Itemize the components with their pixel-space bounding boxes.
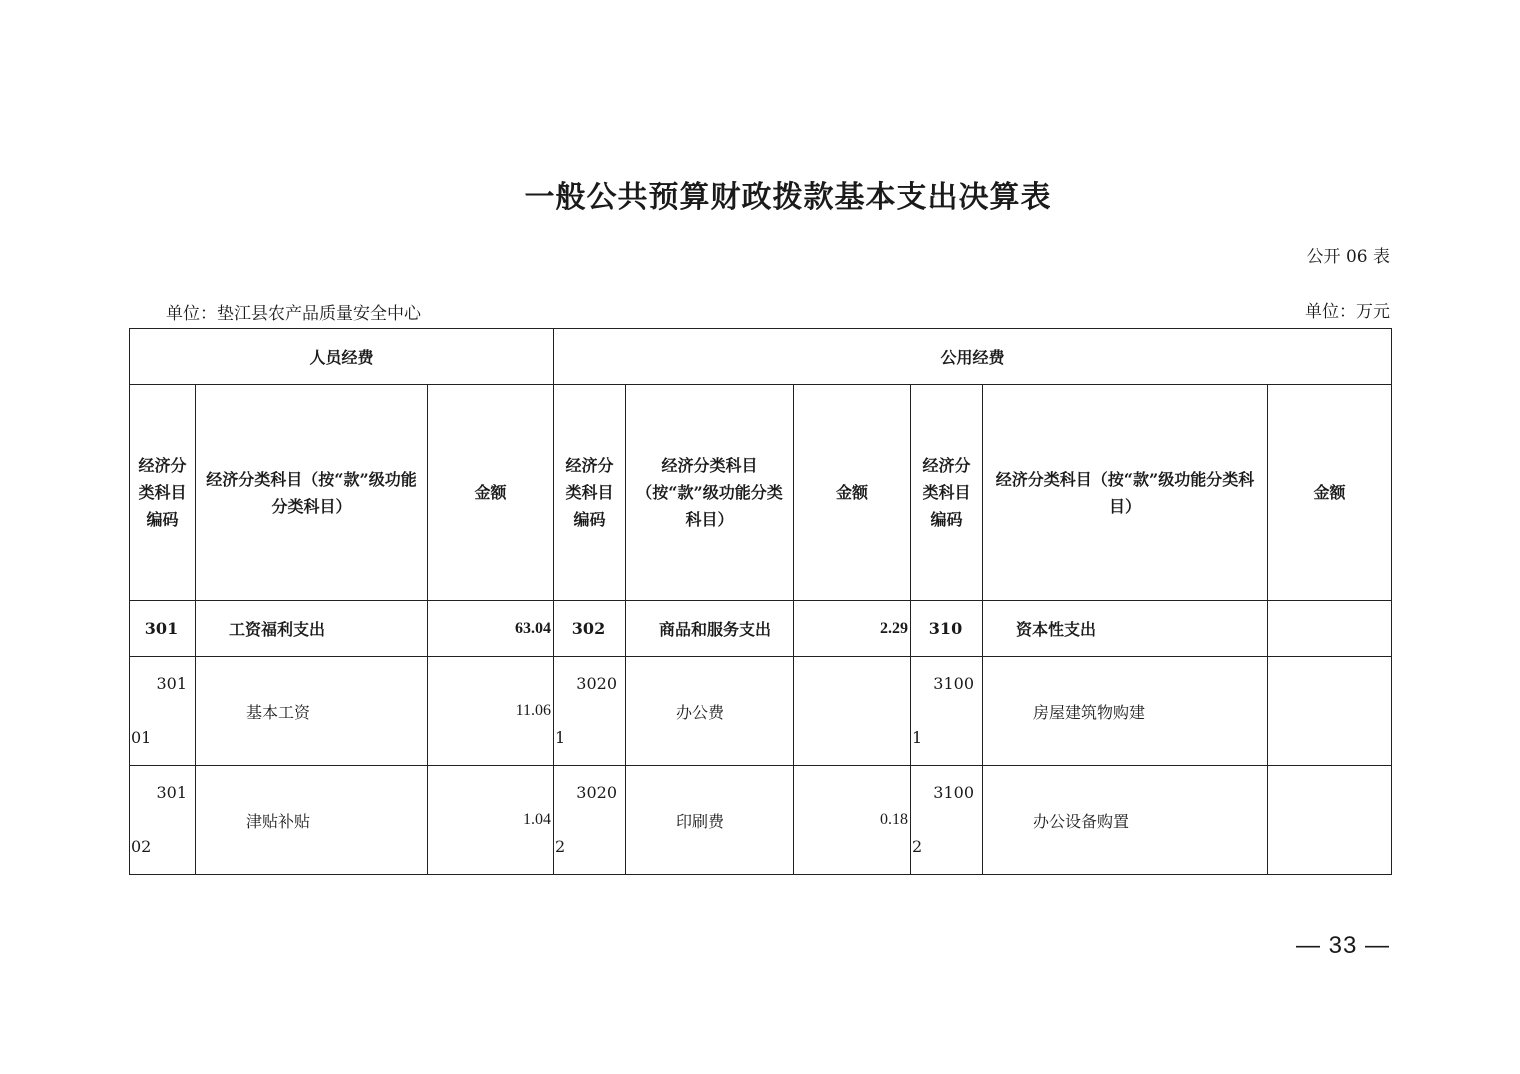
- public-group-header: 公用经费: [554, 329, 1392, 385]
- header-amount-3: 金额: [1268, 385, 1392, 601]
- item-code-3-bottom: 2: [912, 837, 923, 856]
- category-code-3: 310: [911, 601, 983, 657]
- category-name-1: 工资福利支出: [196, 601, 428, 657]
- item-amount-1: 11.06: [428, 657, 554, 766]
- item-code-2: [554, 657, 626, 766]
- item-code-2: [554, 766, 626, 875]
- item-code-2-top: 3020: [576, 674, 617, 693]
- item-code-2-bottom: 1: [555, 728, 566, 747]
- item-amount-2: [794, 657, 911, 766]
- column-header-row: [130, 385, 1392, 601]
- item-amount-3: [1268, 657, 1392, 766]
- item-code-1-top: 301: [156, 674, 187, 693]
- header-code-3: 经济分类科目编码: [911, 385, 983, 601]
- item-code-2-bottom: 2: [555, 837, 566, 856]
- document-title: 一般公共预算财政拨款基本支出决算表: [524, 180, 1052, 215]
- item-name-3: 办公设备购置: [983, 766, 1268, 875]
- item-code-3: [911, 657, 983, 766]
- group-header-row: [130, 329, 1392, 385]
- currency-unit: 单位：万元: [1305, 302, 1390, 322]
- budget-table: [129, 328, 1392, 875]
- category-amount-2: 2.29: [794, 601, 911, 657]
- item-name-2: 印刷费: [626, 766, 794, 875]
- header-code-1: 经济分类科目编码: [130, 385, 196, 601]
- item-code-1-top: 301: [156, 783, 187, 802]
- header-name-3: 经济分类科目（按“款”级功能分类科目）: [983, 385, 1268, 601]
- item-name-2: 办公费: [626, 657, 794, 766]
- category-amount-3: [1268, 601, 1392, 657]
- category-name-2: 商品和服务支出: [626, 601, 794, 657]
- organization-unit: 单位：垫江县农产品质量安全中心: [166, 304, 421, 324]
- item-code-3-bottom: 1: [912, 728, 923, 747]
- item-code-1: [130, 766, 196, 875]
- item-code-3-top: 3100: [933, 783, 974, 802]
- category-amount-1: 63.04: [428, 601, 554, 657]
- personnel-group-header: 人员经费: [130, 329, 554, 385]
- item-code-3: [911, 766, 983, 875]
- item-amount-3: [1268, 766, 1392, 875]
- item-code-1-bottom: 02: [131, 837, 152, 856]
- header-amount-1: 金额: [428, 385, 554, 601]
- item-code-3-top: 3100: [933, 674, 974, 693]
- header-name-2: 经济分类科目（按“款”级功能分类科目）: [626, 385, 794, 601]
- table-row: [130, 766, 1392, 875]
- page-number: — 33 —: [1295, 932, 1390, 959]
- category-row: [130, 601, 1392, 657]
- item-code-2-top: 3020: [576, 783, 617, 802]
- item-code-1: [130, 657, 196, 766]
- header-name-1: 经济分类科目（按“款”级功能分类科目）: [196, 385, 428, 601]
- item-name-3: 房屋建筑物购建: [983, 657, 1268, 766]
- category-code-2: 302: [554, 601, 626, 657]
- item-amount-2: 0.18: [794, 766, 911, 875]
- item-name-1: 基本工资: [196, 657, 428, 766]
- item-name-1: 津贴补贴: [196, 766, 428, 875]
- item-code-1-bottom: 01: [131, 728, 152, 747]
- item-amount-1: 1.04: [428, 766, 554, 875]
- category-code-1: 301: [130, 601, 196, 657]
- table-row: [130, 657, 1392, 766]
- category-name-3: 资本性支出: [983, 601, 1268, 657]
- header-code-2: 经济分类科目编码: [554, 385, 626, 601]
- form-number: 公开 06 表: [1306, 247, 1390, 267]
- header-amount-2: 金额: [794, 385, 911, 601]
